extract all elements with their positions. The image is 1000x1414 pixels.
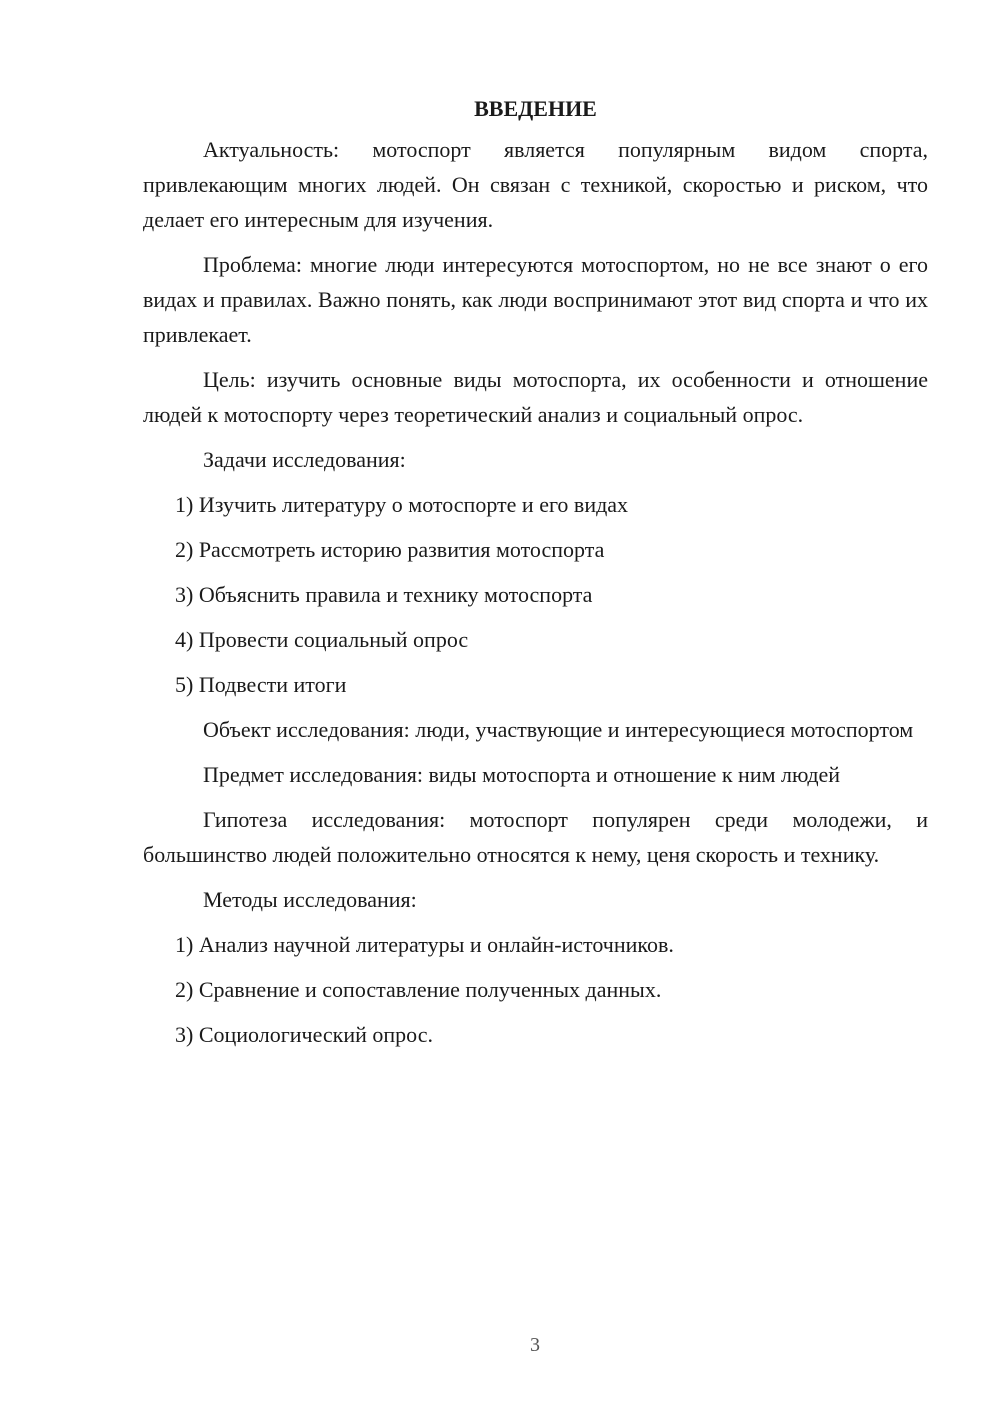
subject-paragraph: Предмет исследования: виды мотоспорта и отношение к ним людей (203, 762, 841, 787)
task-item: 4) Провести социальный опрос (175, 627, 469, 652)
methods-label: Методы исследования: (203, 887, 417, 912)
task-item: 2) Рассмотреть историю развития мотоспорта (175, 537, 605, 562)
task-item: 5) Подвести итоги (175, 672, 347, 697)
goal-paragraph: Цель: изучить основные виды мотоспорта, их особенности и отношение людей к мотоспорту через теоретический анализ и социальный опрос. (143, 367, 928, 427)
document-page (143, 92, 928, 1052)
page-title: ВВЕДЕНИЕ (474, 96, 597, 121)
object-paragraph: Объект исследования: люди, участвующие и интересующиеся мотоспортом (203, 717, 914, 742)
relevance-paragraph: Актуальность: мотоспорт является популярным видом спорта, привлекающим многих людей. Он связан с техникой, скоростью и риском, что делает его интересным для изучения. (143, 137, 928, 232)
hypothesis-paragraph: Гипотеза исследования: мотоспорт популярен среди молодежи, и большинство людей положительно относятся к нему, ценя скорость и технику. (143, 807, 928, 867)
tasks-label: Задачи исследования: (203, 447, 406, 472)
task-item: 3) Объяснить правила и технику мотоспорта (175, 582, 593, 607)
task-item: 1) Изучить литературу о мотоспорте и его видах (175, 492, 629, 517)
method-item: 3) Социологический опрос. (175, 1022, 433, 1047)
problem-paragraph: Проблема: многие люди интересуются мотоспортом, но не все знают о его видах и правилах. Важно понять, как люди воспринимают этот вид спорта и что их привлекает. (143, 252, 928, 347)
method-item: 2) Сравнение и сопоставление полученных данных. (175, 977, 662, 1002)
method-item: 1) Анализ научной литературы и онлайн-источников. (175, 932, 674, 957)
page-number: 3 (530, 1334, 540, 1356)
